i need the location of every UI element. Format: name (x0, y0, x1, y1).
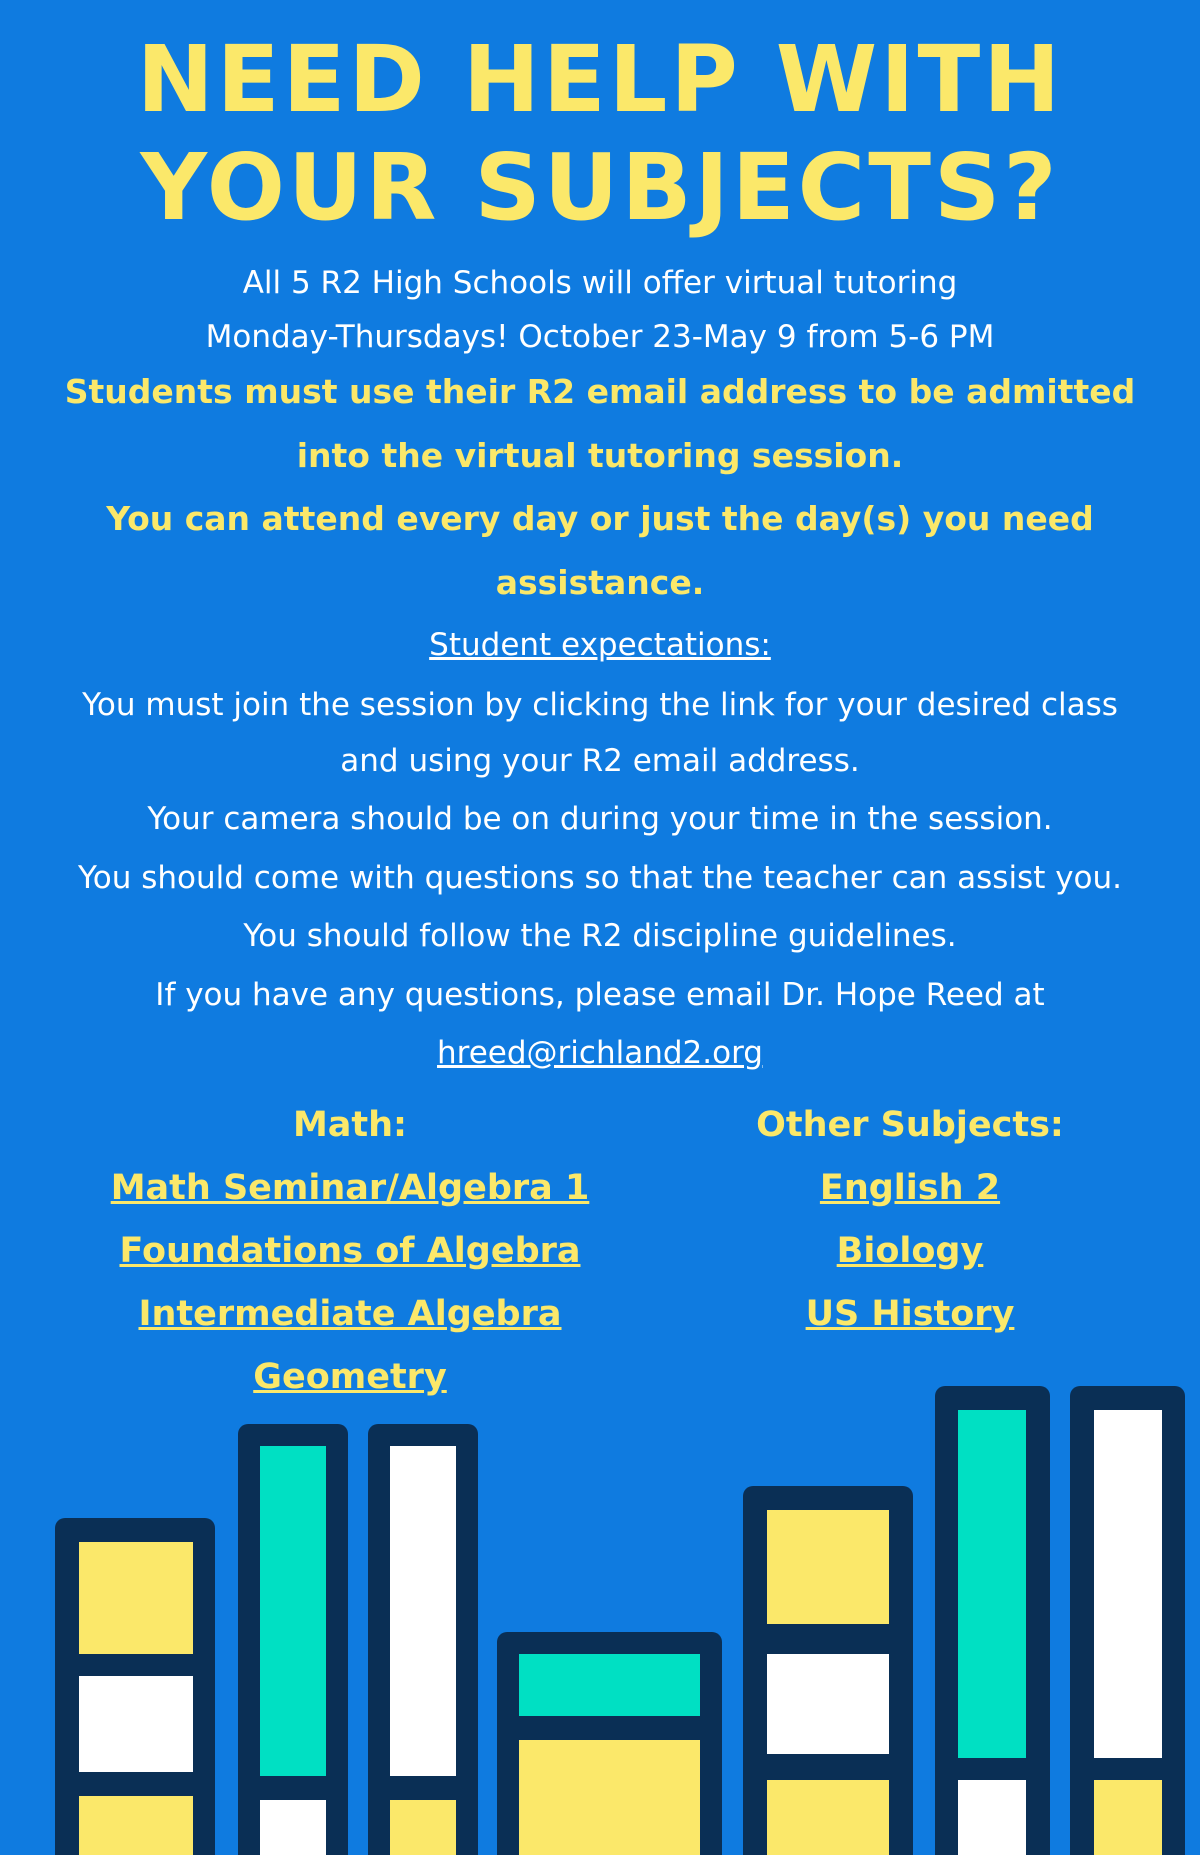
book-3 (368, 1424, 478, 1855)
link-biology[interactable]: Biology (836, 1231, 984, 1271)
headline (0, 26, 1200, 242)
contact-email-link[interactable]: hreed@richland2.org (437, 1035, 763, 1071)
book-5 (743, 1486, 913, 1855)
expectations-title: Student expectations: (429, 627, 771, 663)
book-6 (935, 1386, 1050, 1855)
other-subjects-column (660, 1094, 1160, 1346)
contact-text: If you have any questions, please email Dr. Hope Reed at (155, 977, 1045, 1013)
expectation-join-line-1: You must join the session by clicking the link for your desired class (82, 687, 1118, 723)
link-foundations-of-algebra[interactable]: Foundations of Algebra (119, 1231, 581, 1271)
book-7 (1070, 1386, 1185, 1855)
headline-line-2: YOUR SUBJECTS? (140, 134, 1060, 241)
intro-line-1: All 5 R2 High Schools will offer virtual tutoring (242, 265, 958, 301)
link-math-seminar-algebra-1[interactable]: Math Seminar/Algebra 1 (110, 1168, 590, 1208)
book-1 (55, 1518, 215, 1855)
link-us-history[interactable]: US History (805, 1294, 1015, 1334)
link-english-2[interactable]: English 2 (819, 1168, 1001, 1208)
attendance-note-line-1: You can attend every day or just the day(s) you need (106, 499, 1094, 538)
math-heading: Math: (292, 1105, 408, 1145)
link-intermediate-algebra[interactable]: Intermediate Algebra (138, 1294, 562, 1334)
other-subjects-heading: Other Subjects: (756, 1105, 1064, 1145)
link-geometry[interactable]: Geometry (253, 1357, 447, 1397)
book-2 (238, 1424, 348, 1855)
contact-email-row (0, 1024, 1200, 1082)
email-requirement-line-1: Students must use their R2 email address to be admitted (64, 372, 1136, 411)
math-column (60, 1094, 640, 1409)
book-4 (497, 1632, 722, 1855)
attendance-note-line-2: assistance. (495, 563, 705, 602)
expectation-join-line-2: and using your R2 email address. (340, 743, 860, 779)
email-requirement-line-2: into the virtual tutoring session. (296, 436, 904, 475)
intro-line-2: Monday-Thursdays! October 23-May 9 from 5-6 PM (205, 319, 995, 355)
expectation-questions: You should come with questions so that the teacher can assist you. (77, 860, 1123, 896)
expectation-camera: Your camera should be on during your time in the session. (147, 801, 1053, 837)
headline-line-1: NEED HELP WITH (136, 26, 1064, 133)
expectation-discipline: You should follow the R2 discipline guidelines. (243, 918, 957, 954)
